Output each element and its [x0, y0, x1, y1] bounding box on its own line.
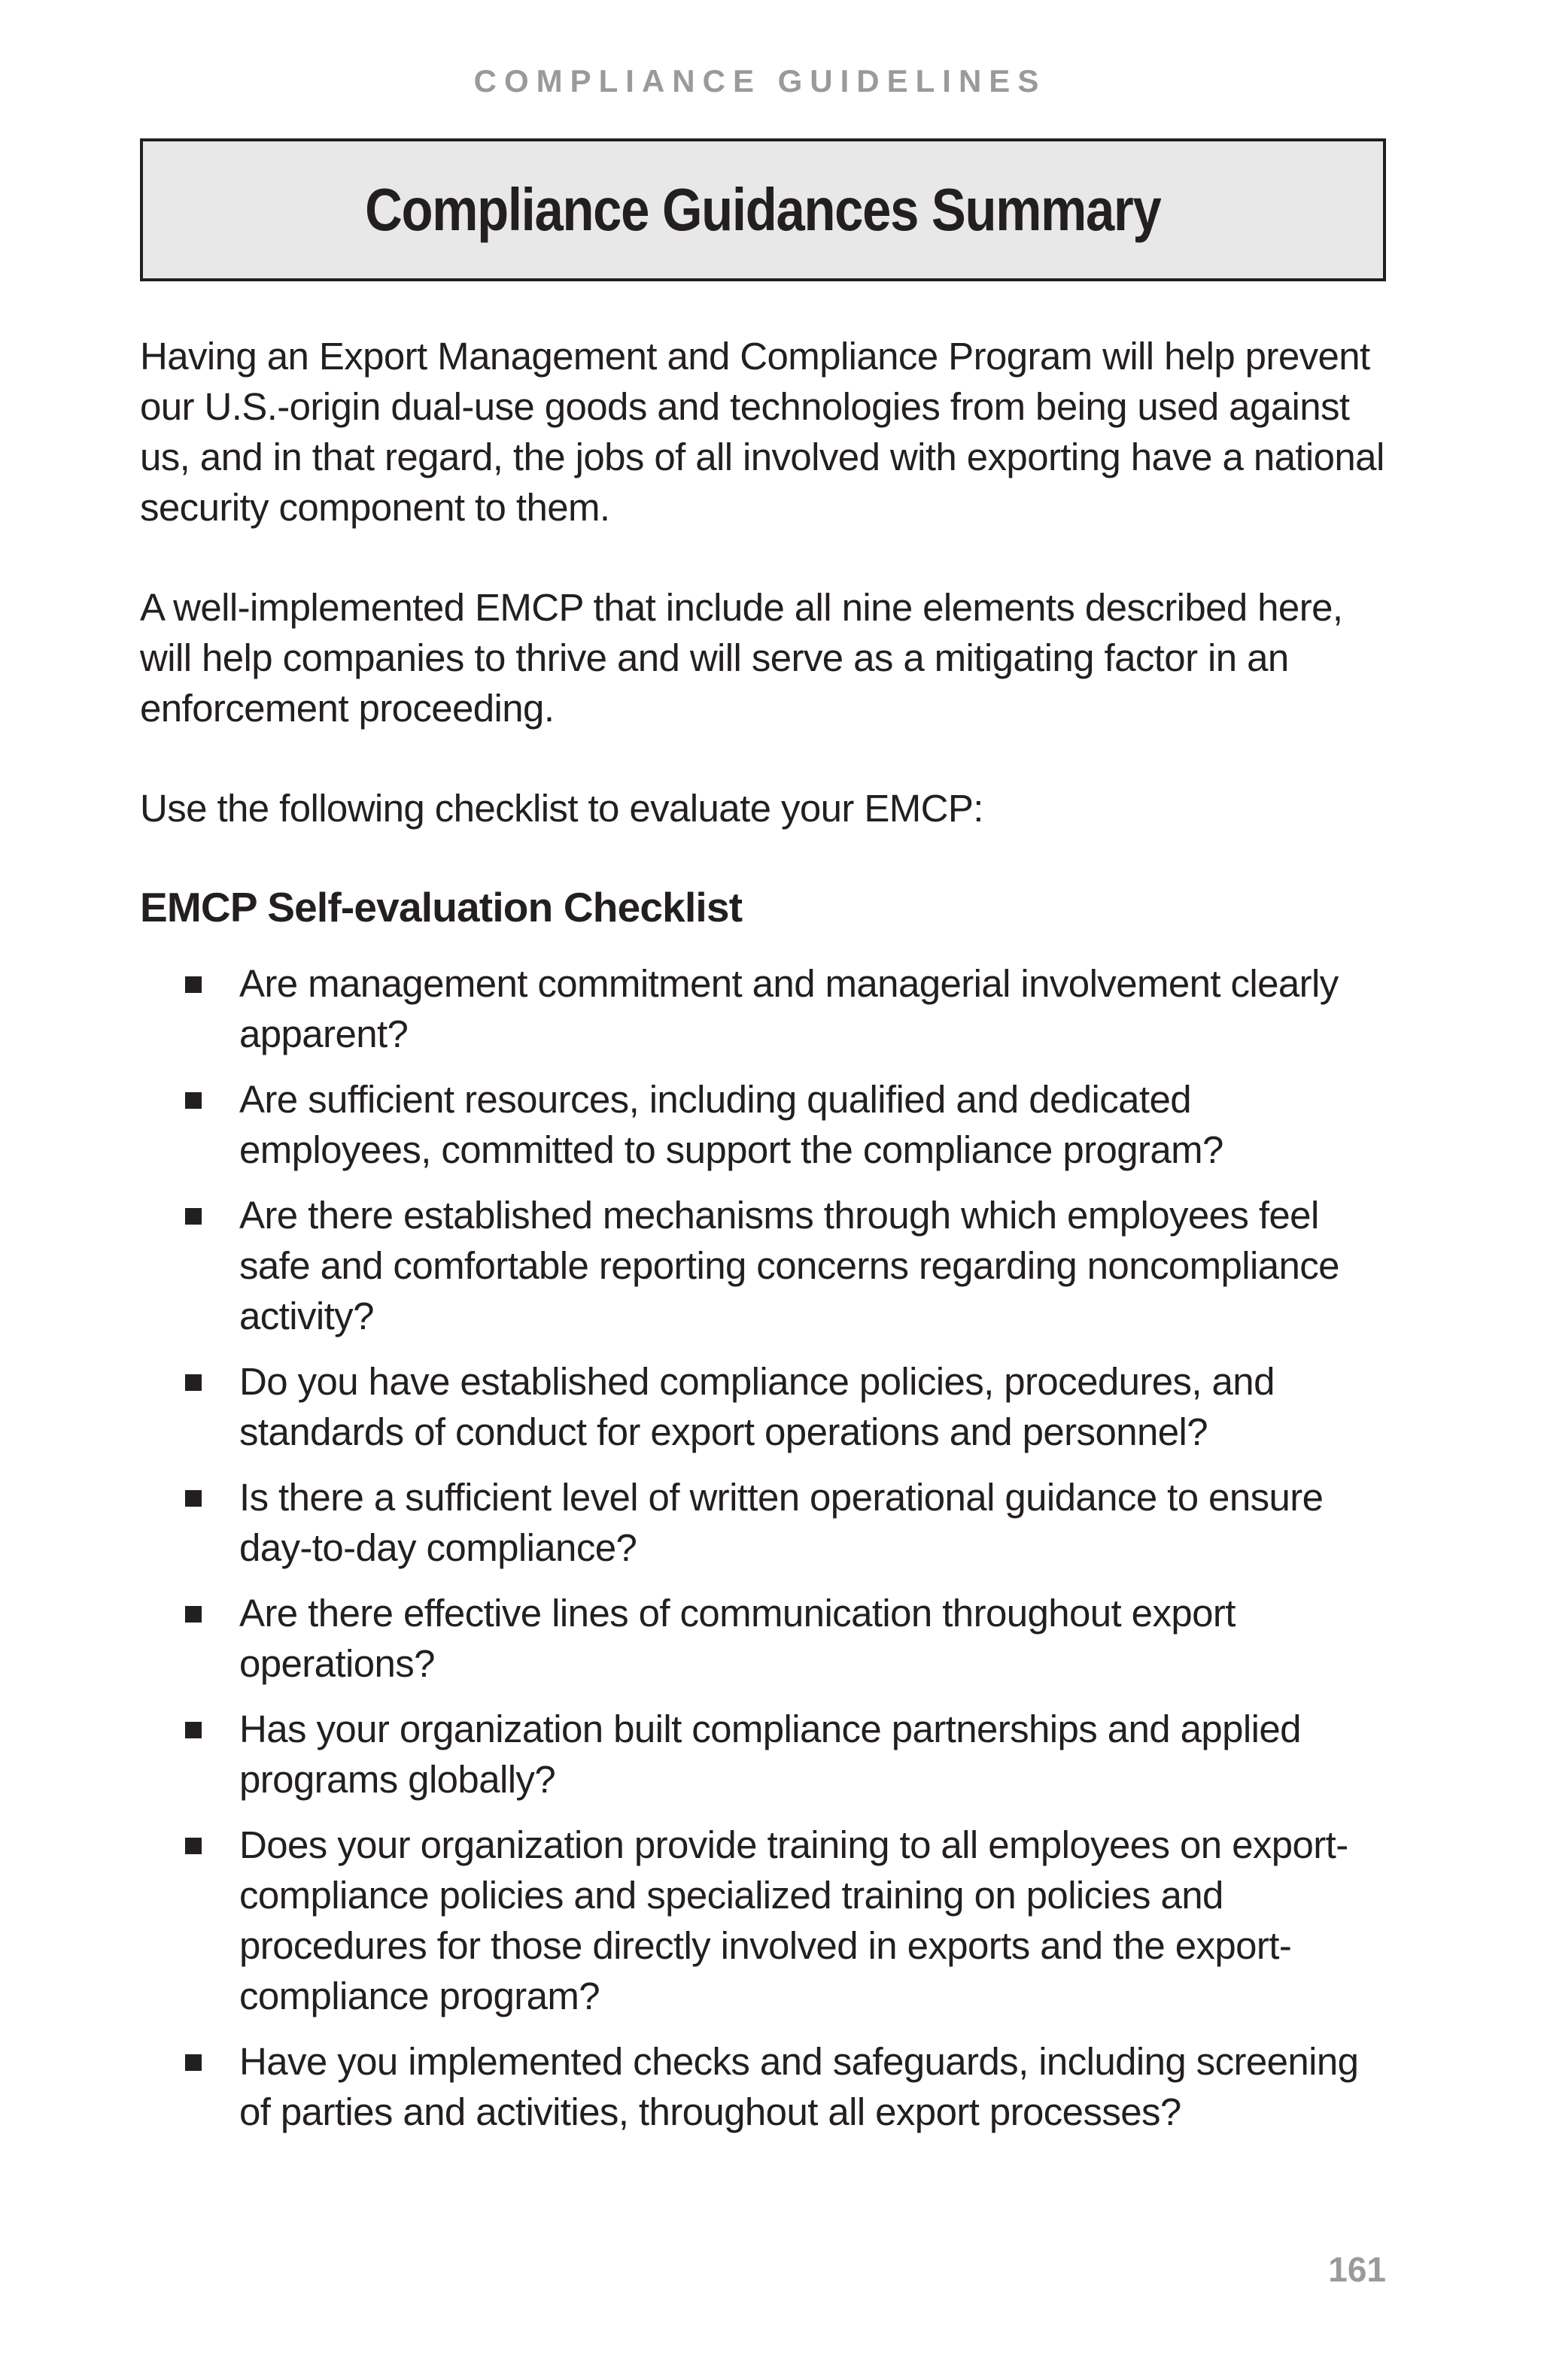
- page-title: Compliance Guidances Summary: [365, 176, 1161, 243]
- checklist-item-text: Is there a sufficient level of written operational guidance to ensure day-to-day compliance?: [239, 1476, 1324, 1569]
- checklist: [140, 958, 1389, 2137]
- checklist-item: [239, 1704, 1389, 1805]
- checklist-item: [239, 2036, 1389, 2137]
- square-bullet-icon: [185, 1374, 202, 1391]
- checklist-item: [239, 1190, 1389, 1341]
- checklist-item: [239, 958, 1389, 1059]
- square-bullet-icon: [185, 976, 202, 993]
- checklist-item-text: Do you have established compliance policies, procedures, and standards of conduct for export operations and personnel?: [239, 1360, 1275, 1453]
- square-bullet-icon: [185, 1838, 202, 1854]
- checklist-item-text: Are there established mechanisms through which employees feel safe and comfortable reporting concerns regarding noncompliance activity?: [239, 1194, 1339, 1337]
- checklist-item-text: Are there effective lines of communication throughout export operations?: [239, 1592, 1236, 1685]
- checklist-item-text: Are management commitment and managerial involvement clearly apparent?: [239, 962, 1339, 1055]
- checklist-heading: EMCP Self-evaluation Checklist: [140, 884, 743, 930]
- square-bullet-icon: [185, 1490, 202, 1507]
- page-number: 161: [1328, 2250, 1386, 2289]
- running-head: COMPLIANCE GUIDELINES: [473, 63, 1047, 99]
- square-bullet-icon: [185, 1092, 202, 1109]
- checklist-item-text: Have you implemented checks and safeguards, including screening of parties and activities, throughout all export processes?: [239, 2040, 1359, 2133]
- checklist-item: [239, 1356, 1389, 1457]
- intro-paragraph-1: Having an Export Management and Compliance Program will help prevent our U.S.-origin dual-use goods and technologies from being used against us, and in that regard, the jobs of all involved with exporting have a national security component to them.: [140, 335, 1384, 529]
- intro-paragraph-2: A well-implemented EMCP that include all nine elements described here, will help companies to thrive and will serve as a mitigating factor in an enforcement proceeding.: [140, 586, 1343, 730]
- square-bullet-icon: [185, 1208, 202, 1225]
- checklist-item: [239, 1074, 1389, 1175]
- checklist-item: [239, 1472, 1389, 1573]
- checklist-item: [239, 1820, 1389, 2021]
- square-bullet-icon: [185, 1722, 202, 1738]
- title-box: [140, 138, 1386, 281]
- checklist-item-text: Does your organization provide training to all employees on export-compliance policies and specialized training on policies and procedures for those directly involved in exports and the export-compliance program?: [239, 1823, 1348, 2017]
- checklist-item: [239, 1588, 1389, 1689]
- intro-paragraph-3: Use the following checklist to evaluate your EMCP:: [140, 787, 983, 830]
- square-bullet-icon: [185, 1606, 202, 1623]
- content-body: [140, 331, 1389, 2152]
- checklist-item-text: Has your organization built compliance partnerships and applied programs globally?: [239, 1708, 1301, 1801]
- square-bullet-icon: [185, 2054, 202, 2071]
- checklist-item-text: Are sufficient resources, including qualified and dedicated employees, committed to support the compliance program?: [239, 1078, 1223, 1171]
